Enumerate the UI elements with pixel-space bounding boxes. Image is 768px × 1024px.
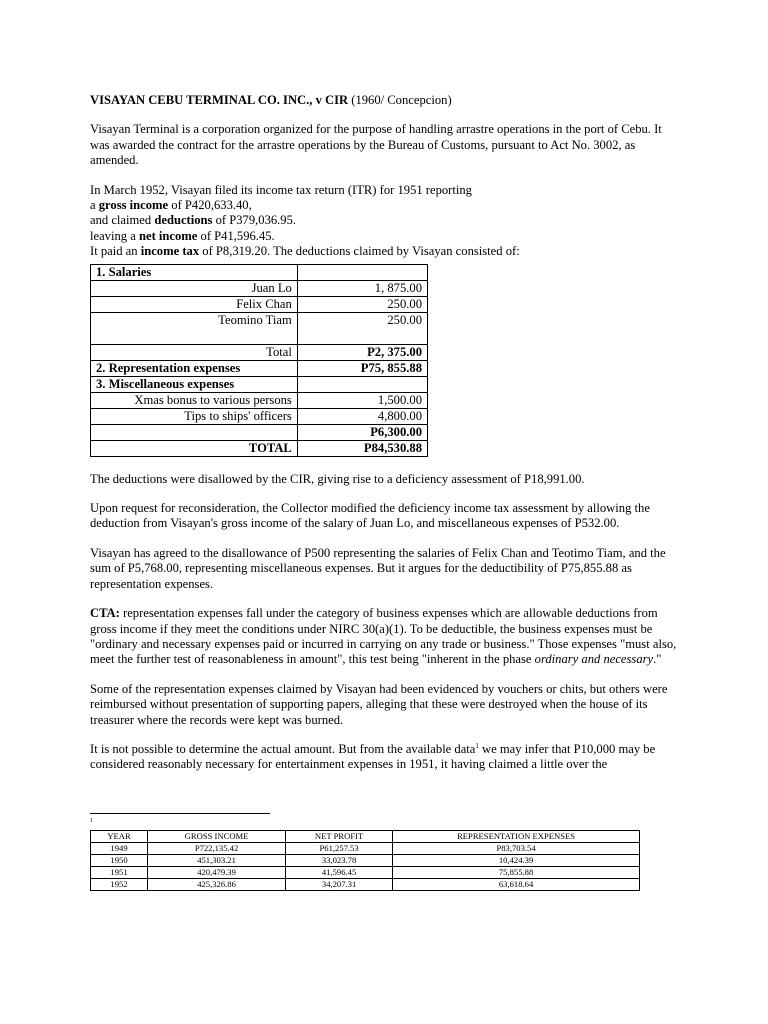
- salaries-header: 1. Salaries: [91, 264, 298, 280]
- footnote-ref[interactable]: 1: [475, 741, 479, 750]
- table-row: [91, 854, 640, 866]
- representation-label: 2. Representation expenses: [91, 360, 298, 376]
- deductions-table: [90, 264, 428, 457]
- itr-line-5: [90, 244, 680, 259]
- cell-year: 1952: [91, 878, 148, 890]
- col-header-representation: REPRESENTATION EXPENSES: [393, 830, 640, 842]
- para-cta: [90, 606, 680, 668]
- cell-gross-income: P722,135.42: [148, 842, 286, 854]
- itr-line-4-c: of P41,596.45.: [197, 228, 275, 243]
- case-name: VISAYAN CEBU TERMINAL CO. INC., v CIR: [90, 93, 349, 107]
- table-row: [91, 296, 428, 312]
- itr-line-2-b: gross income: [98, 198, 169, 213]
- itr-line-3-b: deductions: [154, 213, 213, 228]
- cell-gross-income: 425,326.86: [148, 878, 286, 890]
- itr-line-2: [90, 198, 680, 213]
- col-header-gross-income: GROSS INCOME: [148, 830, 286, 842]
- cell-net-profit: P61,257.53: [286, 842, 393, 854]
- itr-line-4: [90, 229, 680, 244]
- itr-line-5-c: of P8,319.20. The deductions claimed by Visayan consisted of:: [199, 244, 520, 259]
- itr-line-1: In March 1952, Visayan filed its income tax return (ITR) for 1951 reporting: [90, 182, 472, 197]
- cell-year: 1949: [91, 842, 148, 854]
- itr-line-4-b: net income: [138, 228, 198, 243]
- salary-name: Juan Lo: [91, 280, 298, 296]
- representation-amount: P75, 855.88: [297, 360, 427, 376]
- cell-year: 1950: [91, 854, 148, 866]
- table-row: [91, 312, 428, 344]
- cell-net-profit: 41,596.45: [286, 866, 393, 878]
- grand-total-label: TOTAL: [91, 440, 298, 456]
- salaries-total-label: Total: [91, 344, 298, 360]
- footnote-mark: 1: [90, 817, 93, 824]
- cta-label: CTA:: [90, 606, 120, 621]
- table-row: [91, 344, 428, 360]
- itr-line-5-b: income tax: [140, 244, 200, 259]
- case-year-ponente: (1960/ Concepcion): [348, 93, 452, 107]
- itr-line-5-a: It paid an: [90, 244, 141, 259]
- empty-cell: [91, 424, 298, 440]
- cell-representation: 10,424.39: [393, 854, 640, 866]
- table-row: [91, 878, 640, 890]
- misc-name: Xmas bonus to various persons: [91, 392, 298, 408]
- empty-cell: [297, 264, 427, 280]
- table-row: [91, 360, 428, 376]
- salary-name: Felix Chan: [91, 296, 298, 312]
- cta-end: .": [653, 652, 662, 667]
- table-row: [91, 408, 428, 424]
- table-row: [91, 280, 428, 296]
- misc-amount: 1,500.00: [297, 392, 427, 408]
- salary-name: Teomino Tiam: [91, 312, 298, 344]
- itr-line-3: [90, 213, 680, 228]
- table-row: [91, 440, 428, 456]
- misc-header: 3. Miscellaneous expenses: [91, 376, 298, 392]
- col-header-net-profit: NET PROFIT: [286, 830, 393, 842]
- infer-a: It is not possible to determine the actual amount. But from the available data: [90, 741, 476, 756]
- infer-b: we may infer that P10,000 may be considered reasonably necessary for entertainment expenses in 1951, it having claimed a little over the: [90, 741, 656, 772]
- cell-net-profit: 33,023.78: [286, 854, 393, 866]
- document-page: [90, 93, 680, 891]
- para-vouchers: Some of the representation expenses claimed by Visayan had been evidenced by vouchers or chits, but others were reimbursed without presentation of supporting papers, alleging that these were destroyed when the house of its treasurer where the records were kept was burned.: [90, 681, 668, 727]
- cell-year: 1951: [91, 866, 148, 878]
- footnote-divider: [90, 813, 270, 814]
- footnote-header-row: [91, 830, 640, 842]
- empty-cell: [297, 376, 427, 392]
- itr-line-3-c: of P379,036.95.: [212, 213, 297, 228]
- cta-italic: ordinary and necessary: [534, 652, 654, 667]
- para-infer: [90, 742, 680, 773]
- col-header-year: YEAR: [91, 830, 148, 842]
- grand-total: P84,530.88: [297, 440, 427, 456]
- salary-amount: 250.00: [297, 296, 427, 312]
- misc-total: P6,300.00: [297, 424, 427, 440]
- para-corporation: Visayan Terminal is a corporation organized for the purpose of handling arrastre operations in the port of Cebu. It was awarded the contract for the arrastre operations by the Bureau of Customs, pursuant to Act No. 3002, as amended.: [90, 122, 662, 168]
- footnote-table: [90, 830, 640, 891]
- itr-line-3-a: and claimed: [90, 213, 155, 228]
- cell-gross-income: 451,303.21: [148, 854, 286, 866]
- case-title: [90, 93, 680, 108]
- cell-representation: 63,618.64: [393, 878, 640, 890]
- cell-gross-income: 420,479.39: [148, 866, 286, 878]
- cell-representation: P83,703.54: [393, 842, 640, 854]
- table-row: [91, 866, 640, 878]
- salary-amount: 250.00: [297, 312, 427, 344]
- table-row: [91, 842, 640, 854]
- para-agreed: Visayan has agreed to the disallowance of P500 representing the salaries of Felix Chan and Teotimo Tiam, and the sum of P5,768.00, representing miscellaneous expenses. But it argues for the deductibility of P75,855.88 as representation expenses.: [90, 545, 666, 591]
- salaries-total: P2, 375.00: [297, 344, 427, 360]
- salary-amount: 1, 875.00: [297, 280, 427, 296]
- itr-line-4-a: leaving a: [90, 228, 139, 243]
- itr-summary: [90, 183, 680, 260]
- misc-name: Tips to ships' officers: [91, 408, 298, 424]
- para-disallowed: The deductions were disallowed by the CIR, giving rise to a deficiency assessment of P18,991.00.: [90, 471, 585, 486]
- itr-line-2-c: of P420,633.40,: [168, 198, 252, 213]
- table-row: [91, 392, 428, 408]
- table-row: [91, 376, 428, 392]
- para-reconsideration: Upon request for reconsideration, the Collector modified the deficiency income tax assessment by allowing the deduction from Visayan's gross income of the salary of Juan Lo, and miscellaneous expenses of P532.00.: [90, 501, 650, 531]
- table-row: [91, 424, 428, 440]
- cell-net-profit: 34,207.31: [286, 878, 393, 890]
- cta-text: representation expenses fall under the category of business expenses which are allowable deductions from gross income if they meet the conditions under NIRC 30(a)(1). To be deductible, the business expenses must be "ordinary and necessary expenses paid or incurred in carrying on any trade or business." Those expenses "must also, meet the further test of reasonableness in amount", this test being "inherent in the phase: [90, 606, 677, 667]
- itr-line-2-a: a: [90, 198, 99, 213]
- table-row: [91, 264, 428, 280]
- misc-amount: 4,800.00: [297, 408, 427, 424]
- cell-representation: 75,855.88: [393, 866, 640, 878]
